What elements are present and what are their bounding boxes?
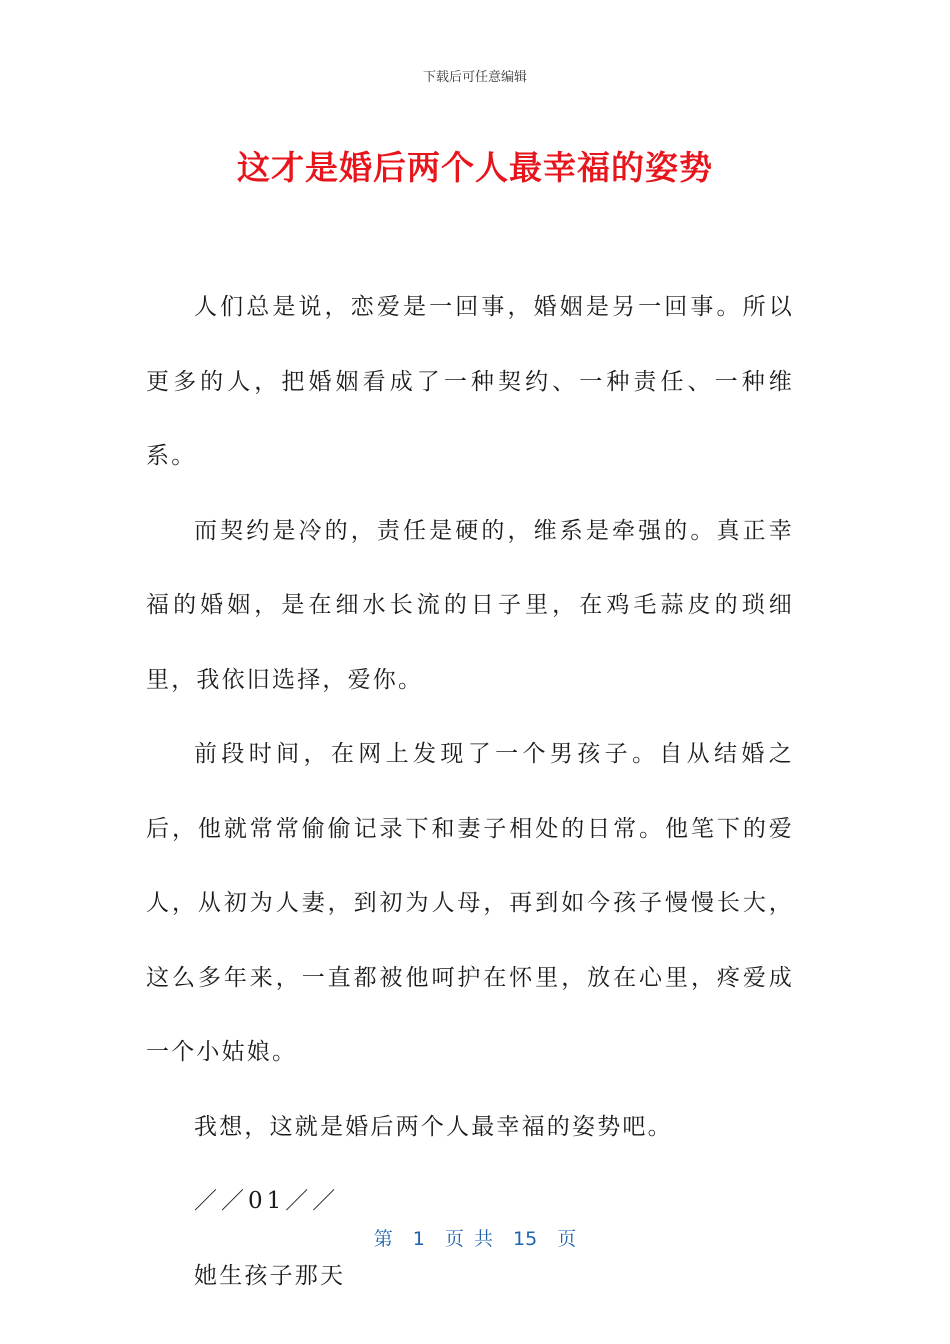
paragraph: 人们总是说，恋爱是一回事，婚姻是另一回事。所以更多的人，把婚姻看成了一种契约、一种责任、一种维系。 — [146, 294, 794, 469]
page-number-text: 第 1 页 共 15 页 — [373, 1228, 577, 1250]
paragraph: 前段时间，在网上发现了一个男孩子。自从结婚之后，他就常常偷偷记录下和妻子相处的日常。他笔下的爱人，从初为人妻，到初为人母，再到如今孩子慢慢长大，这么多年来，一直都被他呵护在怀里，放在心里，疼爱成一个小姑娘。 — [146, 741, 794, 1065]
header-note: 下载后可任意编辑 — [422, 70, 527, 85]
paragraph: 而契约是冷的，责任是硬的，维系是牵强的。真正幸福的婚姻，是在细水长流的日子里，在鸡毛蒜皮的琐细里，我依旧选择，爱你。 — [146, 517, 794, 693]
page-footer — [0, 1224, 950, 1251]
document-body — [146, 270, 794, 1313]
paragraph: 我想，这就是婚后两个人最幸福的姿势吧。 — [194, 1113, 673, 1140]
section-marker: ／／01／／ — [194, 1188, 340, 1214]
document-title: 这才是婚后两个人最幸福的姿势 — [237, 148, 713, 187]
paragraph: 她生孩子那天 — [194, 1262, 346, 1289]
